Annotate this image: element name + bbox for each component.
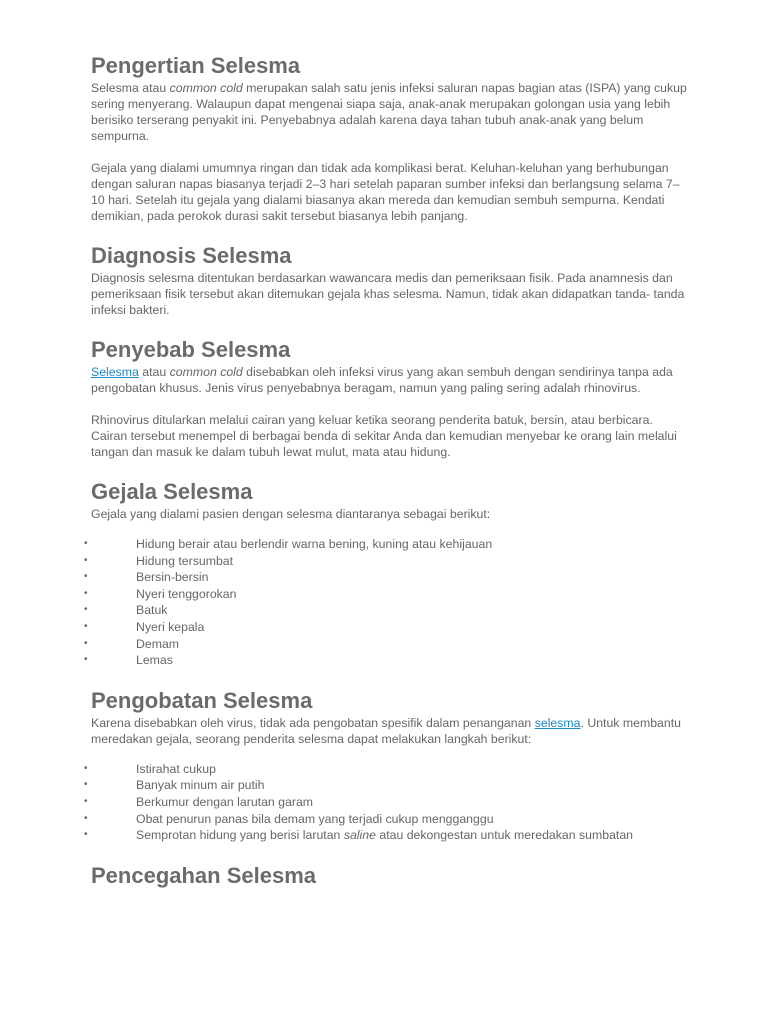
heading-pencegahan: Pencegahan Selesma [91, 862, 317, 888]
heading-pengobatan: Pengobatan Selesma [91, 687, 313, 713]
bullet-icon: • [84, 654, 88, 666]
bullet-icon: • [84, 762, 88, 774]
list-item: • Hidung berair atau berlendir warna bening, kuning atau kehijauan [84, 537, 493, 551]
article-body [84, 52, 691, 890]
list-item: • Batuk [84, 603, 168, 618]
list-item: • Demam [84, 636, 180, 651]
bullet-icon: • [84, 779, 88, 791]
paragraph-pengertian-1: Selesma atau common cold merupakan salah satu jenis infeksi saluran napas bagian atas (ISPA) yang cukup sering menyerang. Walaupun dapat mengenai siapa saja, anak-anak merupakan golongan usia yang lebih berisiko terserang penyakit ini. Penyebabnya adalah karena daya tahan tubuh anak-anak yang belum sempurna. [91, 81, 687, 143]
bullet-icon: • [84, 795, 88, 807]
list-item: • Lemas [84, 653, 173, 668]
bullet-icon: • [84, 538, 88, 549]
gejala-list [84, 536, 691, 669]
heading-diagnosis: Diagnosis Selesma [91, 243, 292, 268]
list-item: • Nyeri kepala [84, 619, 205, 634]
pengobatan-list [84, 761, 691, 844]
heading-pengertian: Pengertian Selesma [91, 53, 301, 78]
bullet-icon: • [84, 812, 88, 824]
selesma-link[interactable]: Selesma [91, 365, 139, 379]
heading-penyebab: Penyebab Selesma [91, 337, 291, 362]
selesma-link[interactable]: selesma [534, 715, 581, 730]
list-item: • Semprotan hidung yang berisi larutan saline atau dekongestan untuk meredakan sumbatan [84, 828, 633, 843]
bullet-icon: • [84, 829, 88, 841]
paragraph-diagnosis-1: Diagnosis selesma ditentukan berdasarkan wawancara medis dan pemeriksaan fisik. Pada anamnesis dan pemeriksaan fisik tersebut akan ditemukan gejala khas selesma. Namun, tidak akan didapatkan tanda- tanda infeksi bakteri. [91, 271, 685, 317]
heading-gejala: Gejala Selesma [91, 479, 253, 504]
bullet-icon: • [84, 604, 88, 616]
bullet-icon: • [84, 637, 88, 649]
bullet-icon: • [84, 587, 88, 599]
list-item: • Hidung tersumbat [84, 553, 234, 568]
paragraph-gejala-intro: Gejala yang dialami pasien dengan selesma diantaranya sebagai berikut: [91, 507, 491, 521]
paragraph-pengobatan-intro: Karena disebabkan oleh virus, tidak ada pengobatan spesifik dalam penanganan selesma. Untuk membantu meredakan gejala, seorang penderita selesma dapat melakukan langkah berikut: [91, 715, 681, 746]
list-item: • Obat penurun panas bila demam yang terjadi cukup mengganggu [84, 811, 494, 826]
paragraph-penyebab-1: Selesma atau common cold disebabkan oleh infeksi virus yang akan sembuh dengan sendirinya tanpa ada pengobatan khusus. Jenis virus penyebabnya beragam, namun yang paling sering adalah rhinovirus. [91, 365, 673, 395]
paragraph-penyebab-2: Rhinovirus ditularkan melalui cairan yang keluar ketika seorang penderita batuk, bersin, atau berbicara. Cairan tersebut menempel di berbagai benda di sekitar Anda dan kemudian menyebar ke orang lain melalui tangan dan masuk ke dalam tubuh lewat mulut, mata atau hidung. [91, 413, 677, 459]
list-item: • Istirahat cukup [84, 761, 216, 776]
bullet-icon: • [84, 554, 88, 566]
list-item: • Nyeri tenggorokan [84, 586, 237, 601]
bullet-icon: • [84, 620, 88, 632]
list-item: • Banyak minum air putih [84, 778, 265, 793]
paragraph-pengertian-2: Gejala yang dialami umumnya ringan dan tidak ada komplikasi berat. Keluhan-keluhan yang berhubungan dengan saluran napas biasanya terjadi 2–3 hari setelah paparan sumber infeksi dan berlangsung selama 7–10 hari. Setelah itu gejala yang dialami biasanya akan mereda dan kemudian sembuh sempurna. Kendati demikian, pada perokok durasi sakit tersebut biasanya lebih panjang. [91, 161, 680, 223]
list-item: • Bersin-bersin [84, 570, 209, 585]
bullet-icon: • [84, 571, 88, 583]
list-item: • Berkumur dengan larutan garam [84, 794, 314, 809]
